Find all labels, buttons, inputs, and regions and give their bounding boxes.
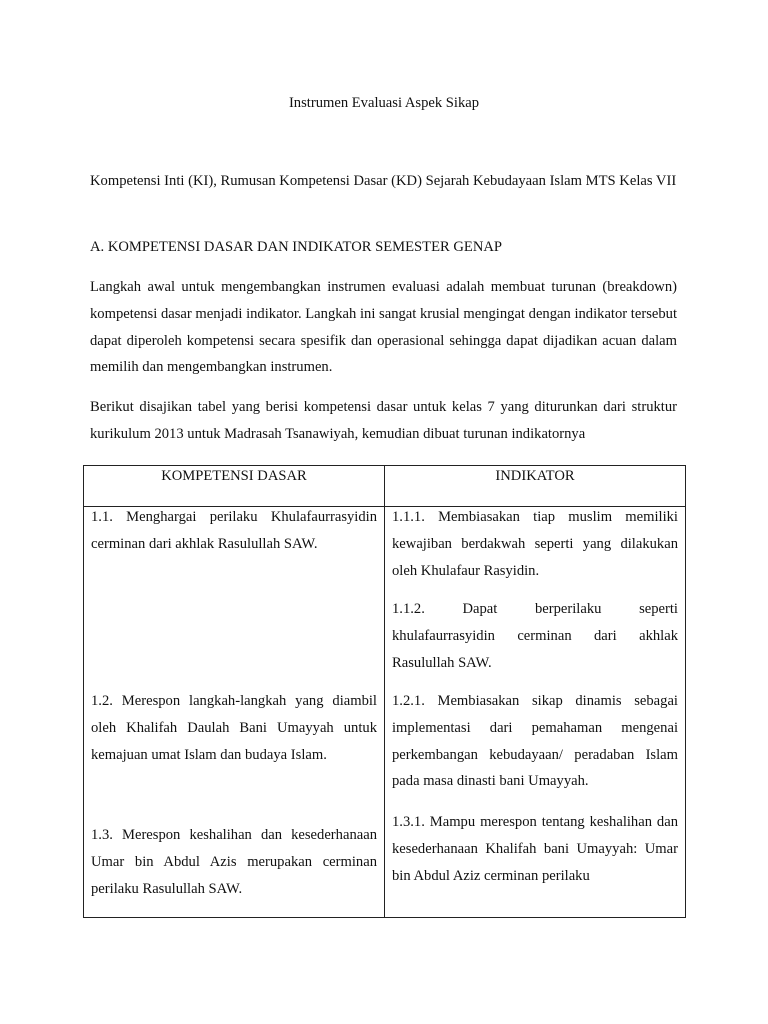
header-kompetensi-dasar: KOMPETENSI DASAR — [84, 466, 385, 507]
kd-item-1-3: 1.3. Merespon keshalihan dan kesederhanaan Umar bin Abdul Azis merupakan cerminan perilaku Rasulullah SAW. — [91, 827, 377, 897]
indikator-item-1-2-1: 1.2.1. Membiasakan sikap dinamis sebagai implementasi dari pemahaman mengenai perkembangan kebudayaan/ peradaban Islam pada masa dinasti bani Umayyah. — [392, 693, 678, 790]
indikator-item-1-3-1: 1.3.1. Mampu merespon tentang keshalihan dan kesederhanaan Khalifah bani Umayyah: Umar bin Abdul Aziz cerminan perilaku — [392, 814, 678, 884]
kompetensi-dasar-cell — [84, 507, 385, 918]
table-row — [84, 507, 686, 918]
indikator-item-1-1-1: 1.1.1. Membiasakan tiap muslim memiliki kewajiban berdakwah seperti yang dilakukan oleh Khulafaur Rasyidin. — [392, 509, 678, 579]
kd-item-1-1: 1.1. Menghargai perilaku Khulafaurrasyidin cerminan dari akhlak Rasulullah SAW. — [91, 509, 377, 552]
competency-table — [83, 465, 686, 918]
paragraph-breakdown: Langkah awal untuk mengembangkan instrumen evaluasi adalah membuat turunan (breakdown) kompetensi dasar menjadi indikator. Langkah ini sangat krusial mengingat dengan indikator tersebut dapat diperoleh kompetensi secara spesifik dan operasional sehingga dapat dijadikan acuan dalam memilih dan mengembangkan instrumen. — [90, 279, 677, 376]
header-indikator: INDIKATOR — [385, 466, 686, 507]
section-heading: A. KOMPETENSI DASAR DAN INDIKATOR SEMESTER GENAP — [90, 239, 503, 255]
indikator-item-1-1-2: 1.1.2. Dapat berperilaku seperti khulafaurrasyidin cerminan dari akhlak Rasulullah SAW. — [392, 601, 678, 671]
document-title: Instrumen Evaluasi Aspek Sikap — [288, 95, 480, 111]
kd-item-1-2: 1.2. Merespon langkah-langkah yang diambil oleh Khalifah Daulah Bani Umayyah untuk kemajuan umat Islam dan budaya Islam. — [91, 693, 377, 763]
paragraph-table-intro: Berikut disajikan tabel yang berisi kompetensi dasar untuk kelas 7 yang diturunkan dari struktur kurikulum 2013 untuk Madrasah Tsanawiyah, kemudian dibuat turunan indikatornya — [90, 399, 677, 442]
intro-text: Kompetensi Inti (KI), Rumusan Kompetensi Dasar (KD) Sejarah Kebudayaan Islam MTS Kelas VII — [90, 173, 677, 189]
indikator-cell — [385, 507, 686, 918]
table-header-row — [84, 466, 686, 507]
